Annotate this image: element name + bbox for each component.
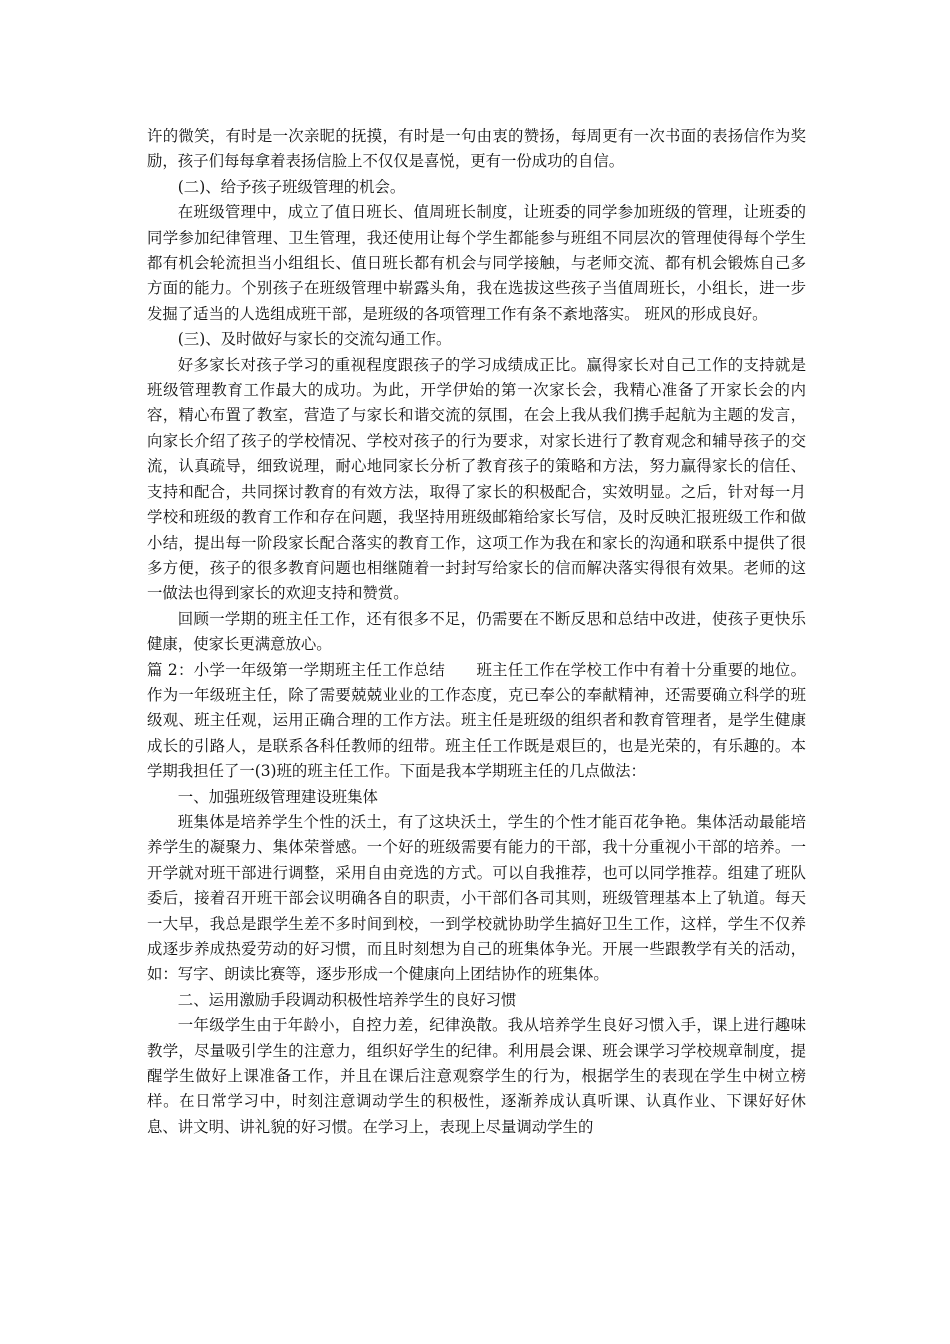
paragraph-article-2-intro: 篇 2：小学一年级第一学期班主任工作总结 班主任工作在学校工作中有着十分重要的地位。作为一年级班主任，除了需要兢兢业业的工作态度，克已奉公的奉献精神，还需要确立科学的班级观、班主任观，运用正确合理的工作方法。班主任是班级的组织者和教育管理者，是学生健康成长的引路人，是联系各科任教师的纽带。班主任工作既是艰巨的，也是光荣的，有乐趣的。本学期我担任了一(3)班的班主任工作。下面是我本学期班主任的几点做法： — [147, 660, 806, 781]
paragraph-good-habits: 一年级学生由于年龄小，自控力差，纪律涣散。我从培养学生良好习惯入手，课上进行趣味教学，尽量吸引学生的注意力，组织好学生的纪律。利用晨会课、班会课学习学校规章制度，提醒学生做好上课准备工作，并且在课后注意观察学生的行为，根据学生的表现在学生中树立榜样。在日常学习中，时刻注意调动学生的积极性，逐渐养成认真听课、认真作业、下课好好休息、讲文明、讲礼貌的好习惯。在学习上，表现上尽量调动学生的 — [147, 1016, 806, 1136]
section-heading-class-management-opportunity: (二)、给予孩子班级管理的机会。 — [177, 177, 406, 196]
paragraph-parent-communication: 好多家长对孩子学习的重视程度跟孩子的学习成绩成正比。赢得家长对自己工作的支持就是班级管理教育工作最大的成功。为此，开学伊始的第一次家长会，我精心准备了开家长会的内容，精心布置了教室，营造了与家长和谐交流的氛围，在会上我从我们携手起航为主题的发言，向家长介绍了孩子的学校情况、学校对孩子的行为要求，对家长进行了教育观念和辅导孩子的交流，认真疏导，细致说理，耐心地同家长分析了教育孩子的策略和方法，努力赢得家长的信任、支持和配合，共同探讨教育的有效方法，取得了家长的积极配合，实效明显。之后，针对每一月学校和班级的教育工作和存在问题，我坚持用班级邮箱给家长写信，及时反映汇报班级工作和做小结，提出每一阶段家长配合落实的教育工作，这项工作为我在和家长的沟通和联系中提供了很多方便，孩子的很多教育问题也相继随着一封封写给家长的信而解决落实得很有效果。老师的这一做法也得到家长的欢迎支持和赞赏。 — [147, 355, 806, 603]
paragraph-praise-continued: 许的微笑，有时是一次亲昵的抚摸，有时是一句由衷的赞扬，每周更有一次书面的表扬信作为奖励，孩子们每每拿着表扬信脸上不仅仅是喜悦，更有一份成功的自信。 — [147, 127, 806, 171]
section-heading-incentive-good-habits: 二、运用激励手段调动积极性培养学生的良好习惯 — [177, 990, 517, 1009]
section-heading-parent-communication: (三)、及时做好与家长的交流勾通工作。 — [177, 330, 452, 349]
paragraph-class-collective: 班集体是培养学生个性的沃土，有了这块沃土，学生的个性才能百花争艳。集体活动最能培养学生的凝聚力、集体荣誉感。一个好的班级需要有能力的干部，我十分重视小干部的培养。一开学就对班干部进行调整，采用自由竞选的方式。可以自我推荐，也可以同学推荐。组建了班队委后，接着召开班干部会议明确各自的职责，小干部们各司其则，班级管理基本上了轨道。每天一大早，我总是跟学生差不多时间到校，一到学校就协助学生搞好卫生工作，这样，学生不仅养成逐步养成热爱劳动的好习惯，而且时刻想为自己的班集体争光。开展一些跟教学有关的活动，如：写字、朗读比赛等，逐步形成一个健康向上团结协作的班集体。 — [147, 812, 806, 984]
section-heading-build-class-collective: 一、加强班级管理建设班集体 — [177, 787, 378, 806]
paragraph-class-management: 在班级管理中，成立了值日班长、值周班长制度，让班委的同学参加班级的管理，让班委的同学参加纪律管理、卫生管理，我还使用让每个学生都能参与班组不同层次的管理使得每个学生都有机会轮流担当小组组长、值日班长都有机会与同学接触，与老师交流、都有机会锻炼自己多方面的能力。个别孩子在班级管理中崭露头角，我在选拔这些孩子当值周班长，小组长，进一步发掘了适当的人选组成班干部，是班级的各项管理工作有条不紊地落实。 班风的形成良好。 — [147, 203, 806, 323]
paragraph-semester-review: 回顾一学期的班主任工作，还有很多不足，仍需要在不断反思和总结中改进，使孩子更快乐健康，使家长更满意放心。 — [147, 609, 806, 654]
